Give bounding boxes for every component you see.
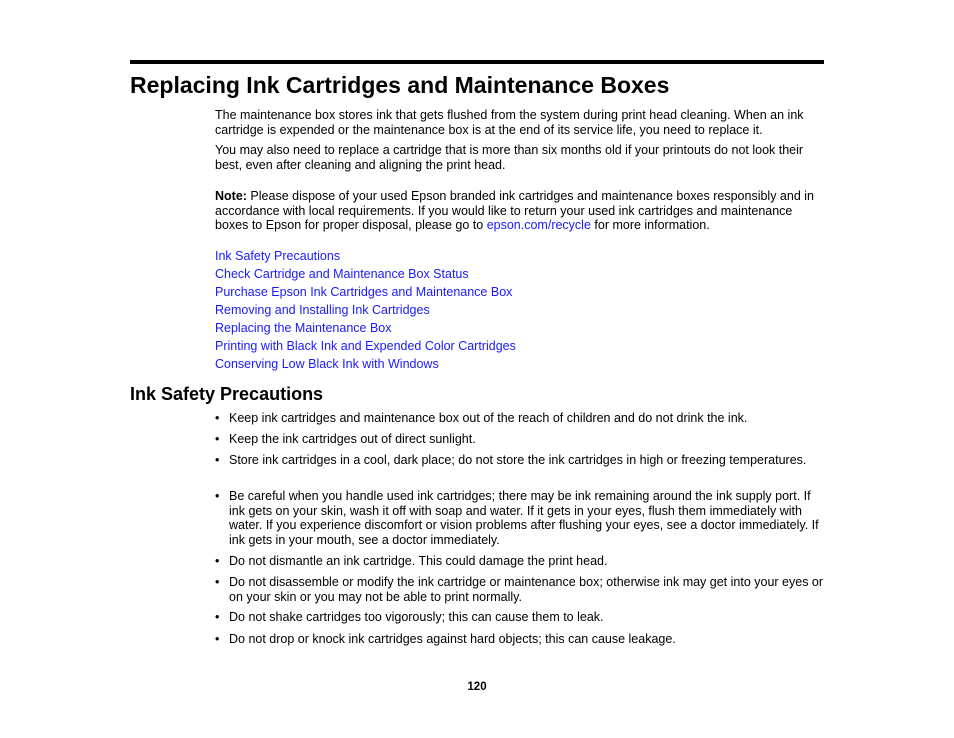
- bullet-marker: •: [215, 489, 220, 503]
- note-text-before-link: Please dispose of your used Epson branded ink cartridges and maintenance boxes responsibly and in accordance with local requirements. If you would like to return your used ink cartridges and maintenance boxes to Epson for proper disposal, please go to: [215, 189, 814, 232]
- bullet-text: Do not drop or knock ink cartridges against hard objects; this can cause leakage.: [229, 632, 676, 646]
- section-title: Ink Safety Precautions: [130, 384, 324, 404]
- link-conserving-black-ink[interactable]: Conserving Low Black Ink with Windows: [215, 357, 439, 371]
- note-label: Note:: [215, 189, 247, 203]
- bullet-item: [215, 411, 830, 426]
- bullet-text: Store ink cartridges in a cool, dark place; do not store the ink cartridges in high or freezing temperatures.: [229, 453, 807, 467]
- page-title: Replacing Ink Cartridges and Maintenance Boxes: [130, 72, 670, 98]
- link-removing-installing-cartridges[interactable]: Removing and Installing Ink Cartridges: [215, 303, 430, 317]
- bullet-item: [215, 610, 830, 625]
- bullet-item: [215, 453, 830, 468]
- bullet-item: [215, 632, 830, 647]
- intro-paragraph-1: The maintenance box stores ink that gets flushed from the system during print head cleaning. When an ink cartridge is expended or the maintenance box is at the end of its service life, you need to replace it.: [215, 108, 804, 137]
- bullet-marker: •: [215, 575, 220, 589]
- bullet-text: Do not disassemble or modify the ink cartridge or maintenance box; otherwise ink may get into your eyes or on your skin or you may not be able to print normally.: [229, 575, 824, 604]
- link-printing-black-ink[interactable]: Printing with Black Ink and Expended Color Cartridges: [215, 339, 516, 353]
- topic-list-item: [215, 303, 516, 321]
- topic-list-item: [215, 249, 516, 267]
- bullet-marker: •: [215, 453, 220, 467]
- bullet-marker: •: [215, 610, 220, 624]
- bullet-item: [215, 489, 830, 547]
- bullet-text: Keep ink cartridges and maintenance box out of the reach of children and do not drink the ink.: [229, 411, 748, 425]
- topic-list-item: [215, 339, 516, 357]
- bullet-marker: •: [215, 411, 220, 425]
- bullet-text: Keep the ink cartridges out of direct sunlight.: [229, 432, 476, 446]
- recycle-link[interactable]: epson.com/recycle: [486, 218, 591, 232]
- link-replacing-maintenance-box[interactable]: Replacing the Maintenance Box: [215, 321, 392, 335]
- topic-list-item: [215, 357, 516, 375]
- note-paragraph: [215, 189, 827, 233]
- bullet-item: [215, 554, 830, 569]
- bullet-text: Do not shake cartridges too vigorously; this can cause them to leak.: [229, 610, 604, 624]
- bullet-marker: •: [215, 632, 220, 646]
- topic-list-item: [215, 267, 516, 285]
- topic-link-list: [215, 249, 516, 375]
- bullet-item: [215, 575, 830, 604]
- bullet-marker: •: [215, 432, 220, 446]
- bullet-item: [215, 432, 830, 447]
- header-rule: [130, 60, 824, 64]
- topic-list-item: [215, 321, 516, 339]
- bullet-marker: •: [215, 554, 220, 568]
- intro-paragraph-2: You may also need to replace a cartridge that is more than six months old if your printouts do not look their best, even after cleaning and aligning the print head.: [215, 143, 804, 172]
- link-ink-safety-precautions[interactable]: Ink Safety Precautions: [215, 249, 341, 263]
- link-purchase-ink-cartridges[interactable]: Purchase Epson Ink Cartridges and Maintenance Box: [215, 285, 513, 299]
- bullet-text: Do not dismantle an ink cartridge. This could damage the print head.: [229, 554, 608, 568]
- page-number: 120: [467, 681, 487, 693]
- topic-list-item: [215, 285, 516, 303]
- note-text-after-link: for more information.: [590, 218, 710, 232]
- bullet-text: Be careful when you handle used ink cartridges; there may be ink remaining around the ink supply port. If ink gets on your skin, wash it off with soap and water. If it gets in your eyes, flush them immediately with water. If you experience discomfort or vision problems after flushing your eyes, see a doctor immediately. If ink gets in your mouth, see a doctor immediately.: [229, 489, 819, 547]
- link-check-cartridge-status[interactable]: Check Cartridge and Maintenance Box Status: [215, 267, 469, 281]
